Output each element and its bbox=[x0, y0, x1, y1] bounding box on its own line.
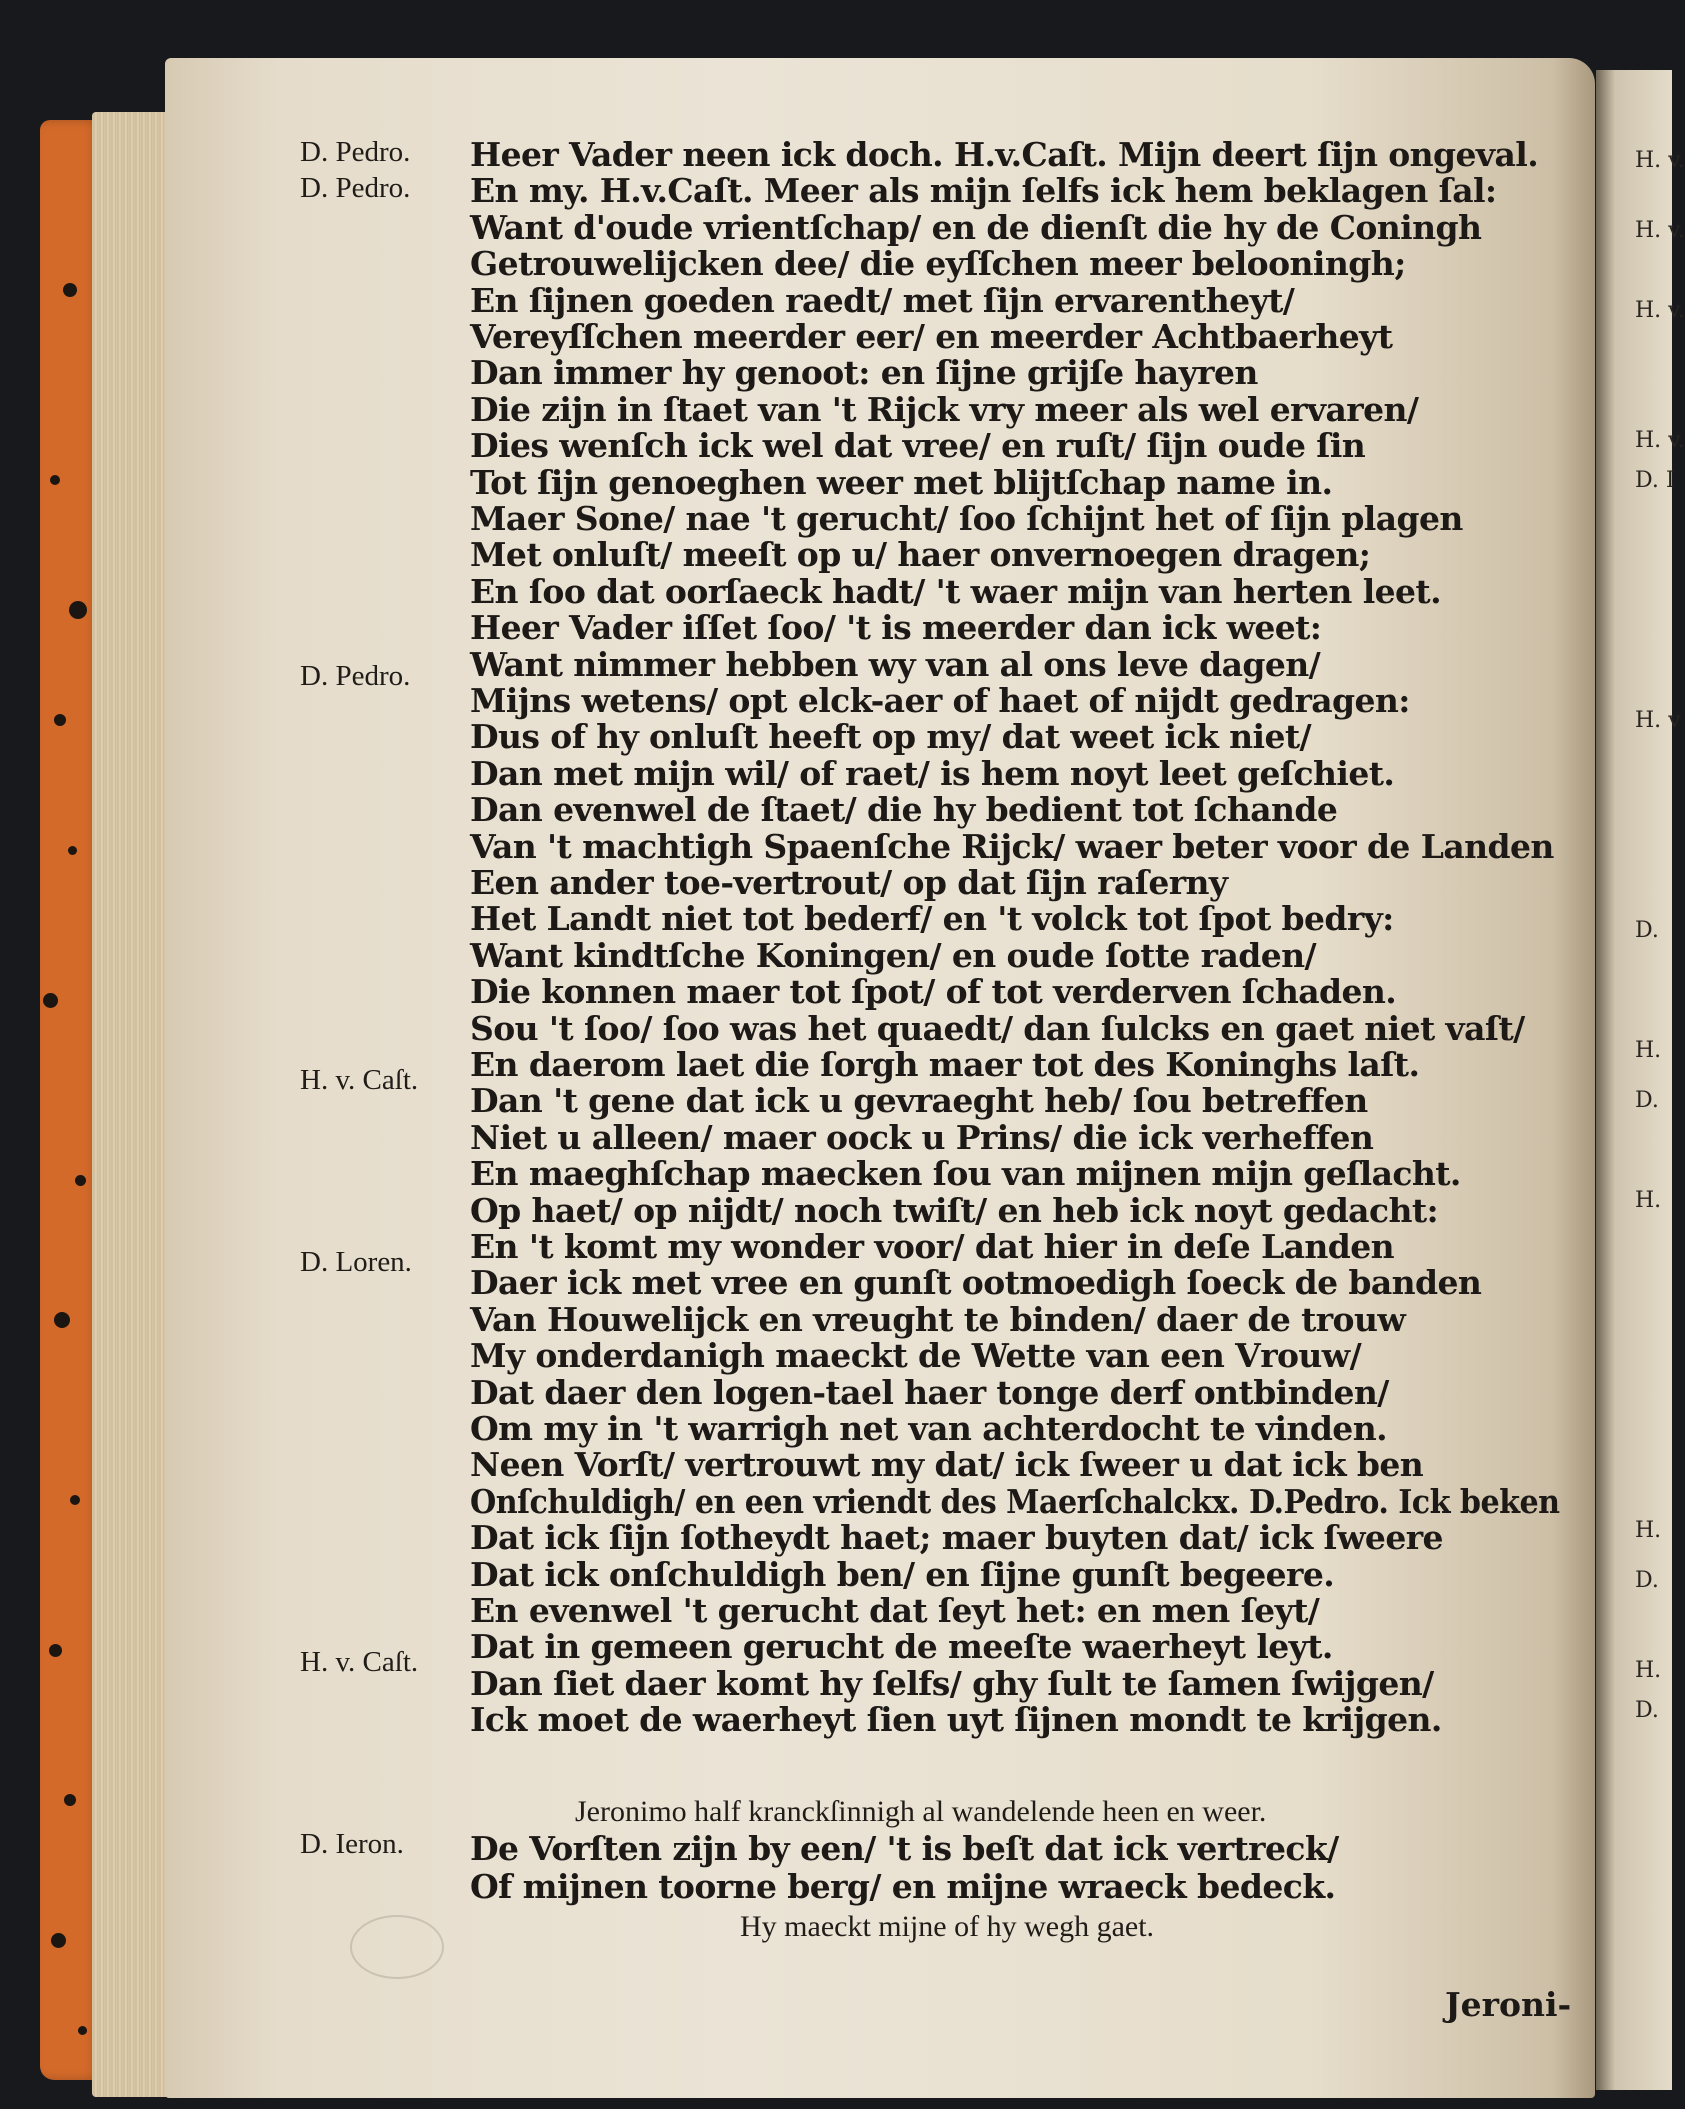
verse-line: Vereyſſchen meerder eer/ en meerder Achtbaerheyt bbox=[470, 317, 1393, 356]
speck bbox=[54, 1312, 70, 1328]
paper-stain bbox=[350, 1915, 444, 1979]
verse-line: En ſoo dat oorſaeck hadt/ 't waer mijn van herten leet. bbox=[470, 572, 1441, 611]
verse-line: Dus of hy onluſt heeft op my/ dat weet ick niet/ bbox=[470, 717, 1311, 756]
verse-line: Die zijn in ſtaet van 't Rijck vry meer als wel ervaren/ bbox=[470, 390, 1419, 429]
speck bbox=[68, 846, 77, 855]
verse-line: Dat ick ſijn ſotheydt haet; maer buyten dat/ ick ſweere bbox=[470, 1518, 1443, 1557]
speck bbox=[64, 1794, 76, 1806]
speck bbox=[50, 475, 60, 485]
verse-line: Heer Vader neen ick doch. H.v.Caſt. Mijn deert ſijn ongeval. bbox=[470, 135, 1539, 174]
verse-line: Dan met mijn wil/ of raet/ is hem noyt leet geſchiet. bbox=[470, 754, 1395, 793]
verse-line: Niet u alleen/ maer oock u Prins/ die ick verheffen bbox=[470, 1118, 1374, 1157]
speaker-label: D. Pedro. bbox=[300, 172, 411, 204]
facing-page-label: H. v. bbox=[1635, 298, 1685, 323]
verse-line: Dies wenſch ick wel dat vree/ en ruſt/ ſijn oude ſin bbox=[470, 426, 1366, 465]
stage-direction-exit: Hy maeckt mijne of hy wegh gaet. bbox=[740, 1910, 1155, 1943]
verse-line: Ick moet de waerheyt ſien uyt ſijnen mondt te krijgen. bbox=[470, 1700, 1442, 1739]
verse-line: Met onluſt/ meeſt op u/ haer onvernoegen dragen; bbox=[470, 535, 1371, 574]
verse-line: Die konnen maer tot ſpot/ of tot verderven ſchaden. bbox=[470, 972, 1397, 1011]
speck bbox=[75, 1175, 86, 1186]
speck bbox=[49, 1644, 62, 1657]
verse-line: Sou 't ſoo/ ſoo was het quaedt/ dan ſulcks en gaet niet vaſt/ bbox=[470, 1009, 1525, 1048]
verse-line: Daer ick met vree en gunſt ootmoedigh ſoeck de banden bbox=[470, 1263, 1482, 1302]
speck bbox=[43, 993, 58, 1008]
verse-line: Maer Sone/ nae 't gerucht/ ſoo ſchijnt het of ſijn plagen bbox=[470, 499, 1463, 538]
speaker-label: D. Ieron. bbox=[300, 1828, 404, 1860]
facing-page-label: H. bbox=[1635, 1188, 1662, 1213]
speck bbox=[63, 283, 77, 297]
speckled-fore-edge bbox=[40, 120, 100, 2080]
speck bbox=[78, 2026, 87, 2035]
facing-page-label: D. bbox=[1635, 1088, 1659, 1113]
facing-page-label: H. v. bbox=[1635, 428, 1685, 453]
verse-line: Getrouwelijcken dee/ die eyſſchen meer belooningh; bbox=[470, 244, 1406, 283]
verse-line: Dan immer hy genoot: en ſijne grijſe hayren bbox=[470, 353, 1258, 392]
verse-line: Tot ſijn genoeghen weer met blijtſchap name in. bbox=[470, 463, 1333, 502]
speaker-label: H. v. Caſt. bbox=[300, 1064, 419, 1096]
speck bbox=[51, 1933, 66, 1948]
verse-line: En ſijnen goeden raedt/ met ſijn ervarentheyt/ bbox=[470, 281, 1295, 320]
facing-page-label: H. v bbox=[1635, 708, 1681, 733]
verse-line: Dat ick onſchuldigh ben/ en ſijne gunſt begeere. bbox=[470, 1555, 1335, 1594]
verse-line: En maeghſchap maecken ſou van mijnen mijn geſlacht. bbox=[470, 1154, 1461, 1193]
verse-line: En 't komt my wonder voor/ dat hier in deſe Landen bbox=[470, 1227, 1395, 1266]
verse-line: Het Landt niet tot bederf/ en 't volck tot ſpot bedry: bbox=[470, 899, 1394, 938]
facing-page-label: D. bbox=[1635, 1698, 1659, 1723]
verse-line: En my. H.v.Caſt. Meer als mijn ſelfs ick hem beklagen ſal: bbox=[470, 171, 1497, 210]
speaker-label: D. Pedro. bbox=[300, 136, 411, 168]
speck bbox=[69, 601, 87, 619]
verse-line: Want nimmer hebben wy van al ons leve dagen/ bbox=[470, 645, 1321, 684]
speck bbox=[54, 714, 66, 726]
verse-line: Mijns wetens/ opt elck-aer of haet of nijdt gedragen: bbox=[470, 681, 1410, 720]
verse-line: Dan ſiet daer komt hy ſelfs/ ghy ſult te ſamen ſwijgen/ bbox=[470, 1664, 1434, 1703]
facing-page-label: D. bbox=[1635, 918, 1659, 943]
facing-page-label: H. bbox=[1635, 1518, 1662, 1543]
speaker-label: D. Loren. bbox=[300, 1246, 412, 1278]
facing-page-edge bbox=[1596, 70, 1672, 2090]
verse-line: Of mijnen toorne berg/ en mijne wraeck bedeck. bbox=[470, 1867, 1336, 1906]
verse-line: Dan evenwel de ſtaet/ die hy bedient tot ſchande bbox=[470, 790, 1338, 829]
verse-line: Van 't machtigh Spaenſche Rijck/ waer beter voor de Landen bbox=[470, 827, 1554, 866]
facing-page-label: H. bbox=[1635, 1038, 1662, 1063]
verse-line: Onſchuldigh/ en een vriendt des Maerſchalckx. D.Pedro. Ick beken bbox=[470, 1482, 1560, 1521]
facing-page-label: H. v. bbox=[1635, 148, 1685, 173]
verse-line: Dat in gemeen gerucht de meeſte waerheyt leyt. bbox=[470, 1627, 1333, 1666]
facing-page-label: D. bbox=[1635, 1568, 1659, 1593]
speck bbox=[70, 1495, 80, 1505]
verse-line: Dan 't gene dat ick u gevraeght heb/ ſou betreffen bbox=[470, 1081, 1368, 1120]
verse-line: Heer Vader iſſet ſoo/ 't is meerder dan ick weet: bbox=[470, 608, 1322, 647]
verse-line: My onderdanigh maeckt de Wette van een Vrouw/ bbox=[470, 1336, 1362, 1375]
facing-page-label: H. v. bbox=[1635, 218, 1685, 243]
verse-line: En daerom laet die ſorgh maer tot des Koninghs laſt. bbox=[470, 1045, 1420, 1084]
speaker-label: D. Pedro. bbox=[300, 660, 411, 692]
verse-line: Een ander toe-vertrout/ op dat ſijn raſerny bbox=[470, 863, 1228, 902]
speaker-label: H. v. Caſt. bbox=[300, 1646, 419, 1678]
verse-line: Van Houwelijck en vreught te binden/ daer de trouw bbox=[470, 1300, 1406, 1339]
facing-page-label: D. I bbox=[1635, 468, 1675, 493]
verse-line: Om my in 't warrigh net van achterdocht te vinden. bbox=[470, 1409, 1387, 1448]
catchword: Jeroni- bbox=[1445, 1985, 1572, 2024]
verse-line: Want kindtſche Koningen/ en oude ſotte raden/ bbox=[470, 936, 1316, 975]
verse-line: Neen Vorſt/ vertrouwt my dat/ ick ſweer u dat ick ben bbox=[470, 1445, 1424, 1484]
stage-direction-jeronimo: Jeronimo half kranckſinnigh al wandelende heen en weer. bbox=[575, 1795, 1267, 1828]
verse-line: De Vorſten zijn by een/ 't is beſt dat ick vertreck/ bbox=[470, 1829, 1339, 1868]
verse-line: Want d'oude vrientſchap/ en de dienſt die hy de Coningh bbox=[470, 208, 1482, 247]
verse-line: Op haet/ op nijdt/ noch twiſt/ en heb ick noyt gedacht: bbox=[470, 1191, 1439, 1230]
verse-line: En evenwel 't gerucht dat ſeyt het: en men ſeyt/ bbox=[470, 1591, 1320, 1630]
verse-line: Dat daer den logen-tael haer tonge derf ontbinden/ bbox=[470, 1373, 1389, 1412]
facing-page-label: H. bbox=[1635, 1658, 1662, 1683]
